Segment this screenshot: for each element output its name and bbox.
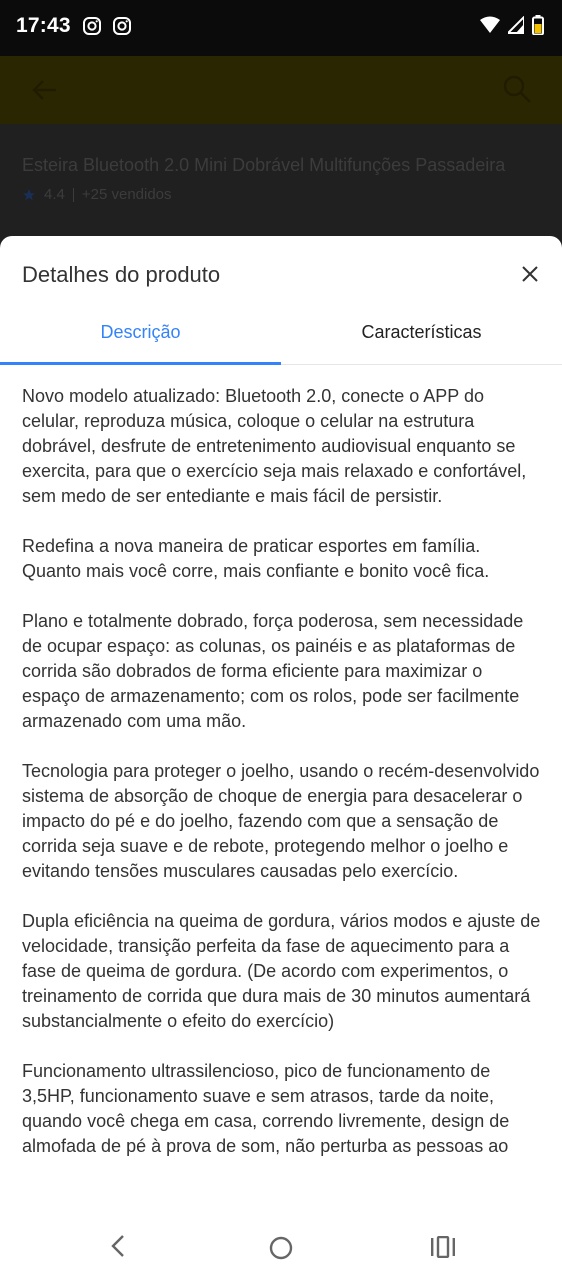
back-arrow-icon[interactable] (30, 76, 58, 104)
instagram-icon (112, 16, 132, 36)
product-rating-row (22, 186, 172, 203)
product-title: Esteira Bluetooth 2.0 Mini Dobrável Multifunções Passadeira (22, 155, 506, 175)
back-icon[interactable] (106, 1234, 130, 1258)
rating-value: 4.4 (44, 186, 65, 203)
description-content (22, 384, 544, 1184)
search-icon[interactable] (502, 74, 532, 104)
status-bar (0, 0, 562, 56)
description-paragraph: Dupla eficiência na queima de gordura, vários modos e ajuste de velocidade, transição perfeita da fase de aquecimento para a fase de queima de gordura. (De acordo com experimentos, o treinamento de corrida que dura mais de 30 minutos aumentará substancialmente o efeito do exercício) (22, 911, 541, 1031)
description-paragraph: Plano e totalmente dobrado, força poderosa, sem necessidade de ocupar espaço: as colunas, os painéis e as plataformas de corrida são dobrados de forma eficiente para maximizar o espaço de armazenamento; com os rolos, pode ser facilmente armazenado com uma mão. (22, 611, 524, 731)
tab-descricao[interactable]: Descrição (0, 312, 281, 364)
battery-icon (532, 15, 544, 35)
recents-icon[interactable] (430, 1236, 456, 1258)
description-paragraph: Redefina a nova maneira de praticar esportes em família. Quanto mais você corre, mais confiante e bonito você fica. (22, 536, 490, 581)
description-paragraph: Tecnologia para proteger o joelho, usando o recém-desenvolvido sistema de absorção de choque de energia para desacelerar o impacto do pé e do joelho, fazendo com que a sensação de corrida seja suave e de rebote, protegendo melhor o joelho e evitando tensões musculares causadas pelo exercício. (22, 761, 540, 881)
tab-bar (0, 312, 562, 365)
signal-icon (508, 16, 524, 34)
home-icon[interactable] (269, 1236, 293, 1260)
product-details-sheet (0, 236, 562, 1280)
description-paragraph: Funcionamento ultrassilencioso, pico de funcionamento de 3,5HP, funcionamento suave e sem atrasos, tarde da noite, quando você chega em casa, correndo livremente, design de almofada de pé à prova de som, não perturba as pessoas ao (22, 1061, 510, 1156)
app-header (0, 56, 562, 124)
sold-count: +25 vendidos (81, 186, 172, 203)
rating-divider (73, 188, 74, 202)
status-time: 17:43 (16, 14, 71, 37)
description-paragraph: Novo modelo atualizado: Bluetooth 2.0, conecte o APP do celular, reproduza música, coloque o celular na estrutura dobrável, desfrute de entretenimento audiovisual enquanto se exercita, para que o exercício seja mais relaxado e confortável, sem medo de ser entediante e mais fácil de persistir. (22, 386, 527, 506)
system-nav-bar (0, 1210, 562, 1280)
sheet-title: Detalhes do produto (22, 262, 221, 287)
tab-caracteristicas[interactable]: Características (361, 322, 482, 342)
close-icon[interactable] (518, 262, 542, 286)
wifi-icon (480, 16, 500, 34)
star-icon (22, 188, 36, 202)
instagram-icon (82, 16, 102, 36)
